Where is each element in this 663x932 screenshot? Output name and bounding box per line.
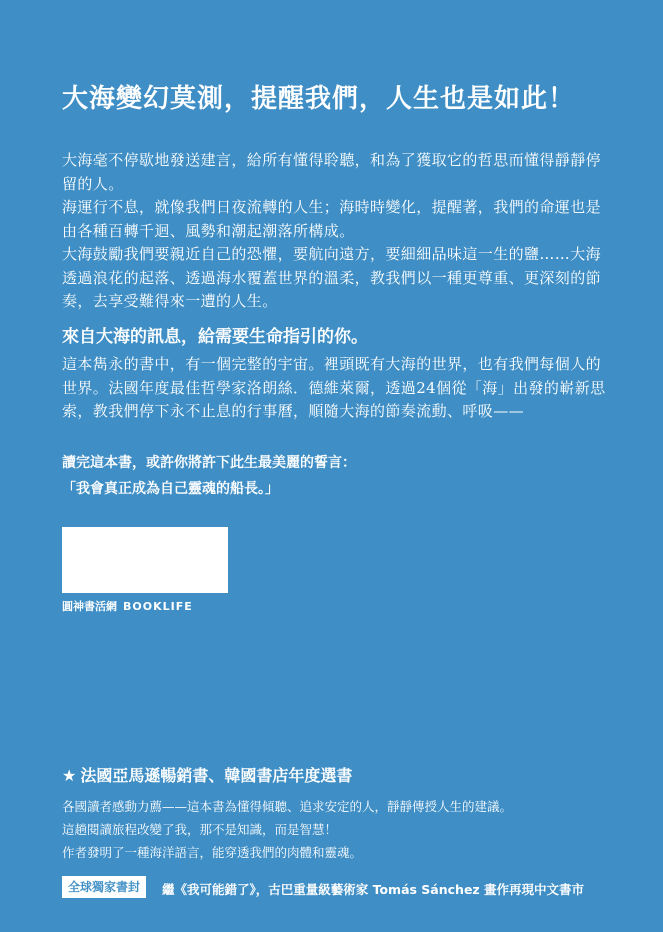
testimonial-line: 這趟閱讀旅程改變了我，那不是知識，而是智慧！ bbox=[62, 822, 338, 837]
testimonial-line: 各國讀者感動力薦——這本書為懂得傾聽、追求安定的人，靜靜傳授人生的建議。 bbox=[62, 799, 513, 814]
intro-paragraph: 大海毫不停歇地發送建言，給所有懂得聆聽，和為了獲取它的哲思而懂得靜靜停留的人。 bbox=[62, 151, 602, 193]
description: 這本雋永的書中，有一個完整的宇宙。裡頭既有大海的世界，也有我們每個人的世界。法國年度最佳哲學家洛朗絲．德維萊爾，透過24個從「海」出發的嶄新思索，教我們停下永不止息的行事曆，順隨大海的節奏流動、呼吸—— bbox=[62, 355, 606, 420]
intro-text bbox=[62, 149, 614, 314]
publisher-logo bbox=[62, 598, 193, 614]
callout-quote: 「我會真正成為自己靈魂的船長。」 bbox=[62, 481, 279, 497]
white-panel bbox=[62, 527, 228, 593]
callout-line: 讀完這本書，或許你將許下此生最美麗的誓言： bbox=[62, 455, 356, 471]
star-icon: ★ bbox=[62, 766, 77, 785]
award-line bbox=[62, 763, 352, 786]
callout bbox=[62, 450, 622, 502]
testimonials bbox=[62, 795, 622, 864]
subheading: 來自大海的訊息，給需要生命指引的你。 bbox=[62, 327, 368, 347]
publisher-name: 圓神書活網 bbox=[62, 600, 117, 613]
headline: 大海變幻莫測，提醒我們，人生也是如此！ bbox=[62, 84, 576, 114]
intro-paragraph: 大海鼓勵我們要親近自己的恐懼，要航向遠方，要細細品味這一生的鹽……大海透過浪花的起落、透過海水覆蓋世界的溫柔，教我們以一種更尊重、更深刻的節奏，去享受難得來一遭的人生。 bbox=[62, 245, 602, 310]
intro-paragraph: 海運行不息，就像我們日夜流轉的人生；海時時變化，提醒著，我們的命運也是由各種百轉千迴、風勢和潮起潮落所構成。 bbox=[62, 198, 602, 240]
testimonial-line: 作者發明了一種海洋語言，能穿透我們的肉體和靈魂。 bbox=[62, 845, 363, 860]
booklife-brand: BOOKLIFE bbox=[123, 600, 193, 613]
footer-note: 繼《我可能錯了》，古巴重量級藝術家 Tomás Sánchez 畫作再現中文書市 bbox=[162, 882, 585, 897]
exclusive-cover-badge: 全球獨家書封 bbox=[62, 876, 146, 898]
award-text: 法國亞馬遜暢銷書、韓國書店年度選書 bbox=[80, 766, 353, 785]
